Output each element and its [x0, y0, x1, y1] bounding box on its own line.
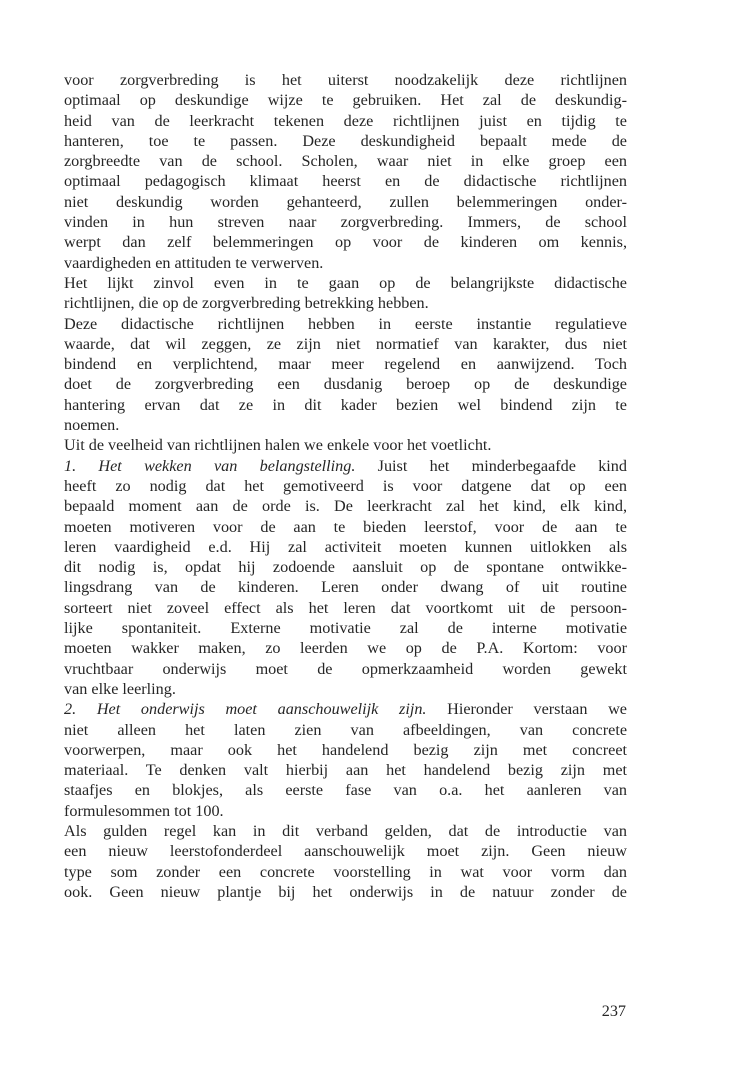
text-line: vaardigheden en attituden te verwerven. — [64, 253, 324, 272]
text-line: werpt dan zelf belemmeringen op voor de kinderen om kennis, — [64, 233, 627, 252]
text-line: type som zonder een concrete voorstelling in wat voor vorm dan — [64, 862, 627, 881]
text-line: materiaal. Te denken valt hierbij aan het handelend bezig zijn met — [64, 761, 627, 780]
text-line: formulesommen tot 100. — [64, 801, 224, 820]
text-line: vruchtbaar onderwijs moet de opmerkzaamheid worden gewekt — [64, 659, 627, 678]
text-line: niet deskundig worden gehanteerd, zullen belemmeringen onder- — [64, 192, 627, 211]
text-line: vinden in hun streven naar zorgverbreding. Immers, de school — [64, 213, 627, 232]
text-line: voor zorgverbreding is het uiterst noodzakelijk deze richtlijnen — [64, 71, 627, 89]
section-heading-2: 2. Het onderwijs moet aanschouwelijk zijn. — [64, 700, 427, 719]
text-line: niet alleen het laten zien van afbeeldingen, van concrete — [64, 720, 627, 739]
text-line: lijke spontaniteit. Externe motivatie zal de interne motivatie — [64, 619, 627, 638]
text-line: waarde, dat wil zeggen, ze zijn niet normatief van karakter, dus niet — [64, 334, 627, 353]
text-line: Uit de veelheid van richtlijnen halen we enkele voor het voetlicht. — [64, 436, 492, 455]
body-text — [64, 70, 627, 902]
text-line: Als gulden regel kan in dit verband gelden, dat de introductie van — [64, 821, 627, 840]
text-line: richtlijnen, die op de zorgverbreding betrekking hebben. — [64, 294, 429, 313]
text-line: moeten wakker maken, zo leerden we op de P.A. Kortom: voor — [64, 639, 627, 658]
text-line: bepaald moment aan de orde is. De leerkracht zal het kind, elk kind, — [64, 497, 627, 516]
text-line: sorteert niet zoveel effect als het leren dat voortkomt uit de persoon- — [64, 598, 627, 617]
text-line: van elke leerling. — [64, 679, 176, 698]
text-line: lingsdrang van de kinderen. Leren onder dwang of uit routine — [64, 578, 627, 597]
text-line: hanteren, toe te passen. Deze deskundigheid bepaalt mede de — [64, 131, 627, 150]
text-line: zorgbreedte van de school. Scholen, waar niet in elke groep een — [64, 152, 627, 171]
text-fragment: Hieronder verstaan we — [426, 700, 627, 719]
text-line: moeten motiveren voor de aan te bieden leerstof, voor de aan te — [64, 517, 627, 536]
text-line: leren vaardigheid e.d. Hij zal activiteit moeten kunnen uitlokken als — [64, 537, 627, 556]
text-line: heid van de leerkracht tekenen deze richtlijnen juist en tijdig te — [64, 111, 627, 130]
text-line: voorwerpen, maar ook het handelend bezig zijn met concreet — [64, 740, 627, 759]
text-line: hantering ervan dat ze in dit kader bezien wel bindend zijn te — [64, 395, 627, 414]
text-line: Deze didactische richtlijnen hebben in eerste instantie regulatieve — [64, 314, 627, 333]
text-line: optimaal op deskundige wijze te gebruiken. Het zal de deskundig- — [64, 91, 627, 110]
text-line: bindend en verplichtend, maar meer regelend en aanwijzend. Toch — [64, 355, 627, 374]
text-line: dit nodig is, opdat hij zodoende aansluit op de spontane ontwikke- — [64, 558, 627, 577]
text-line: Het lijkt zinvol even in te gaan op de belangrijkste didactische — [64, 273, 627, 292]
text-line: optimaal pedagogisch klimaat heerst en de didactische richtlijnen — [64, 172, 627, 191]
text-line: een nieuw leerstofonderdeel aanschouwelijk moet zijn. Geen nieuw — [64, 842, 627, 861]
text-line: staafjes en blokjes, als eerste fase van o.a. het aanleren van — [64, 781, 627, 800]
text-line: heeft zo nodig dat het gemotiveerd is voor datgene dat op een — [64, 476, 627, 495]
text-line: doet de zorgverbreding een dusdanig beroep op de deskundige — [64, 375, 627, 394]
text-line: noemen. — [64, 416, 120, 435]
section-heading-line — [64, 699, 627, 719]
section-heading-line — [64, 456, 627, 476]
section-heading-1: 1. Het wekken van belangstelling. — [64, 456, 356, 475]
page-number: 237 — [601, 1002, 626, 1020]
text-fragment: Juist het minderbegaafde kind — [355, 456, 627, 475]
text-line: ook. Geen nieuw plantje bij het onderwijs in de natuur zonder de — [64, 882, 627, 901]
